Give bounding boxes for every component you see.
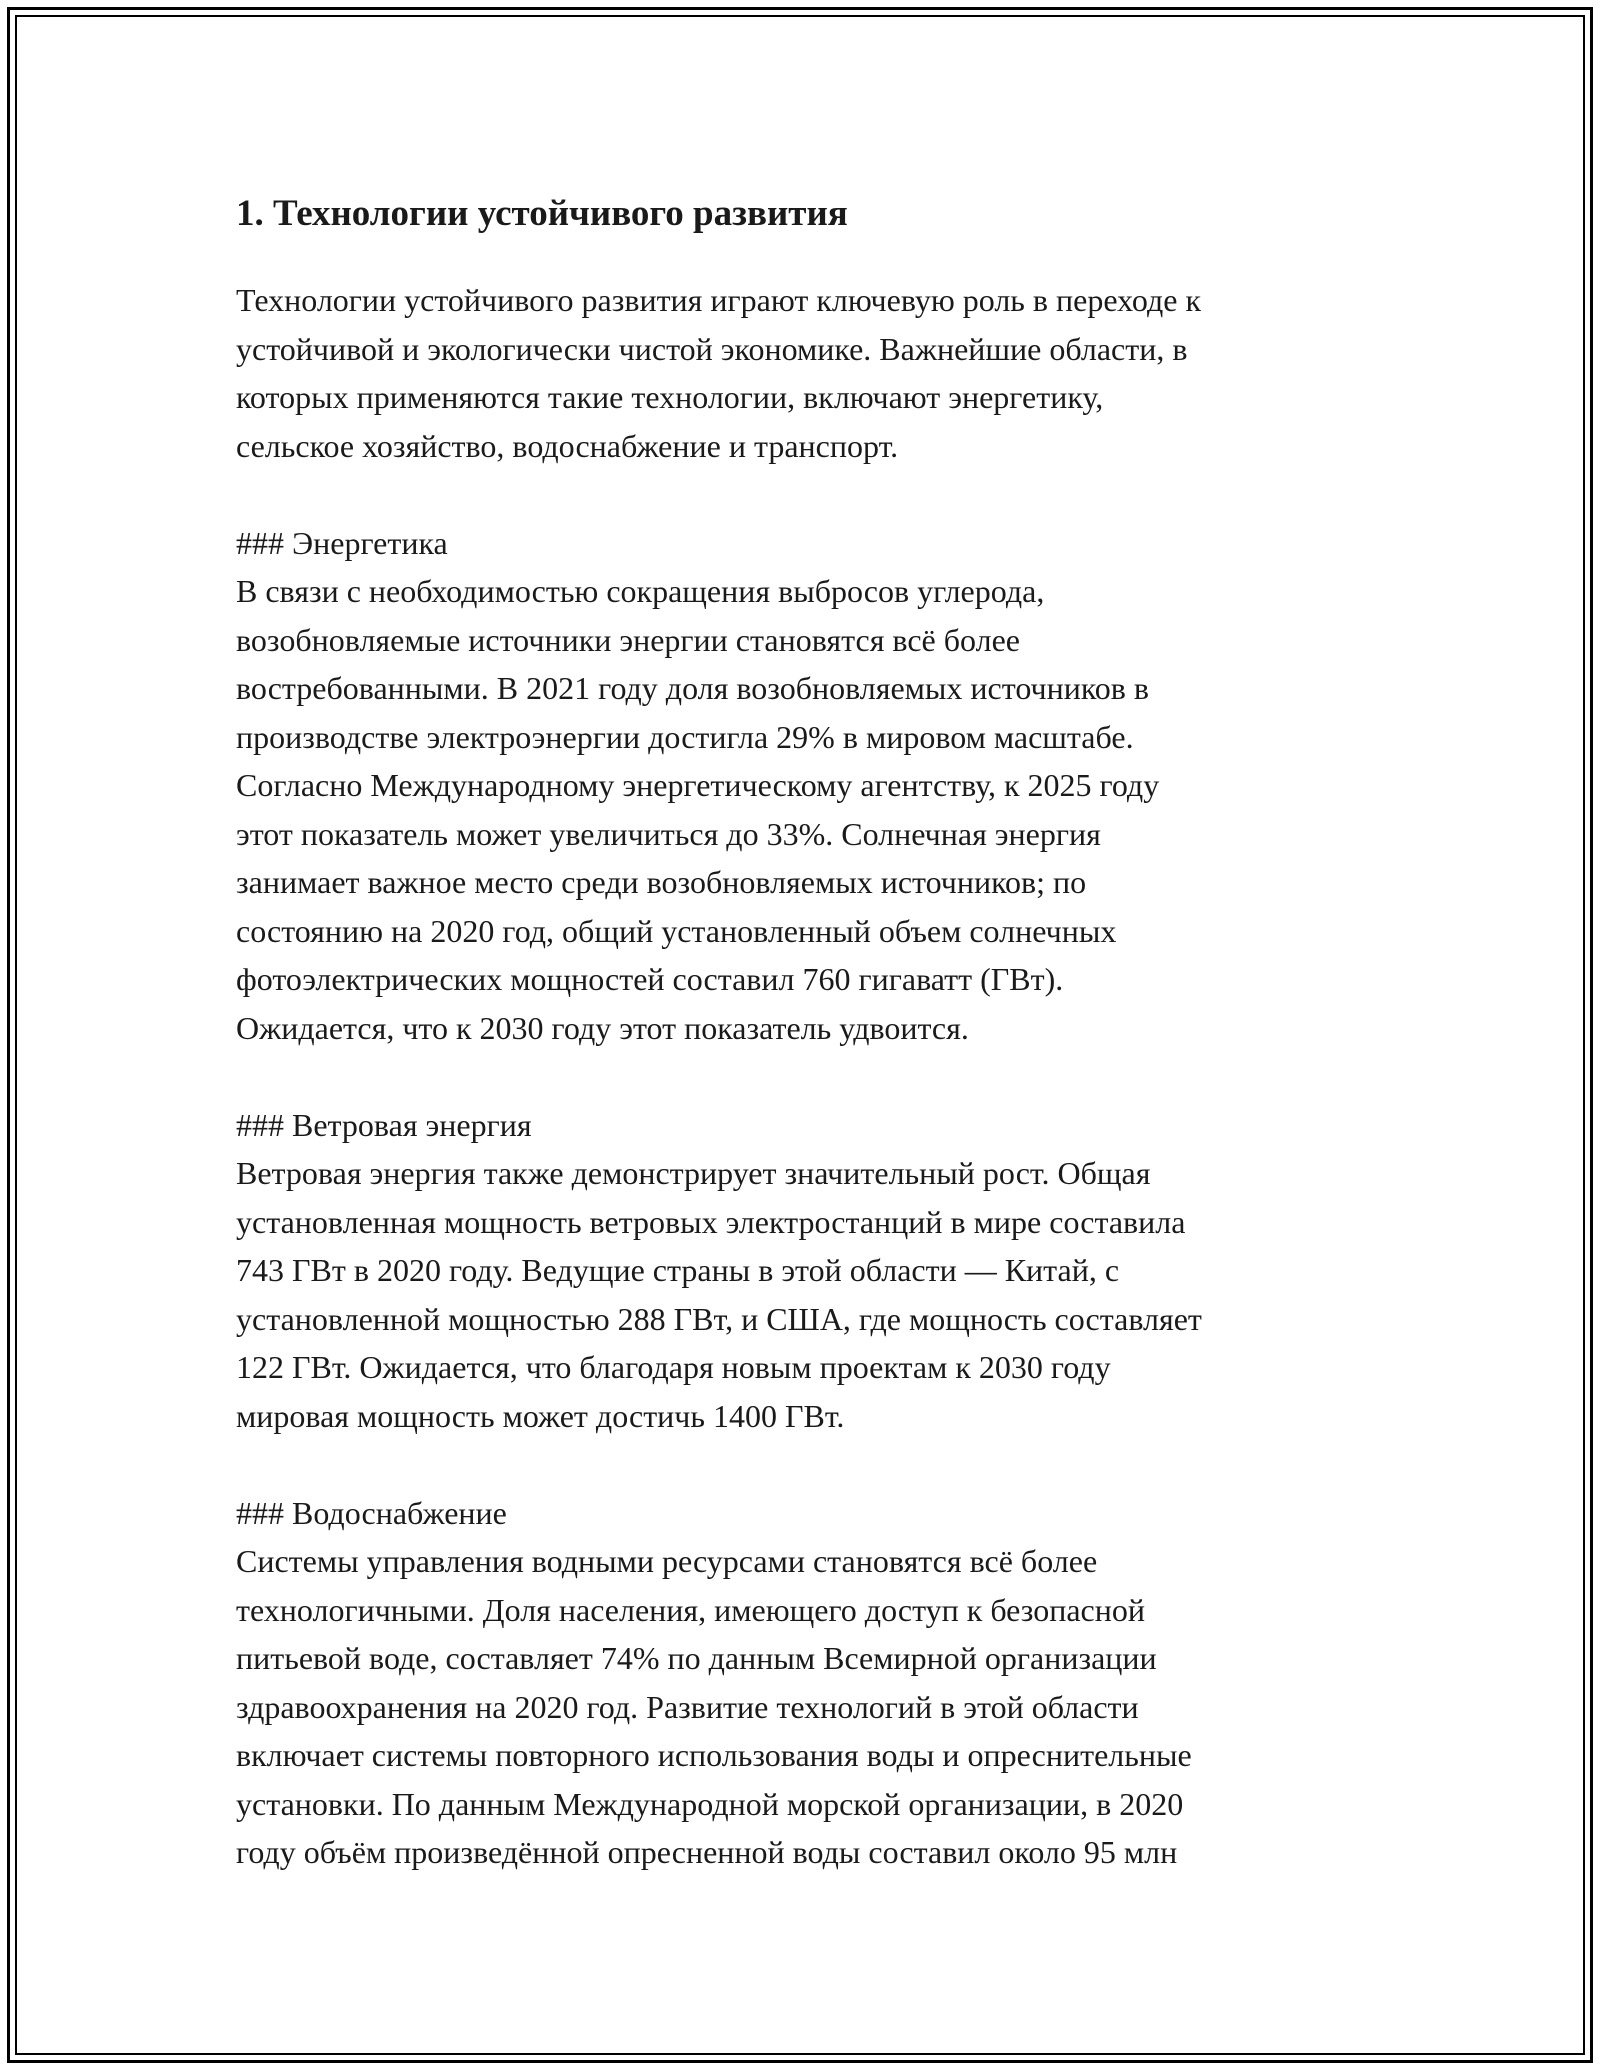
section-water-supply	[236, 1489, 1386, 1877]
section-wind-energy	[236, 1101, 1386, 1441]
document-title: 1. Технологии устойчивого развития	[236, 193, 848, 234]
section-body-energy: В связи с необходимостью сокращения выбросов углерода, возобновляемые источники энергии становятся всё более востребованными. В 2021 году доля возобновляемых источников в производстве электроэнергии достигла 29% в мировом масштабе. Согласно Международному энергетическому агентству, к 2025 году этот показатель может увеличиться до 33%. Солнечная энергия занимает важное место среди возобновляемых источников; по состоянию на 2020 год, общий установленный объем солнечных фотоэлектрических мощностей составил 760 гигаватт (ГВт). Ожидается, что к 2030 году этот показатель удвоится.	[236, 573, 1160, 1046]
intro-paragraph: Технологии устойчивого развития играют ключевую роль в переходе к устойчивой и экологически чистой экономике. Важнейшие области, в которых применяются такие технологии, включают энергетику, сельское хозяйство, водоснабжение и транспорт.	[236, 282, 1201, 464]
section-body-water-supply: Системы управления водными ресурсами становятся всё более технологичными. Доля населения, имеющего доступ к безопасной питьевой воде, составляет 74% по данным Всемирной организации здравоохранения на 2020 год. Развитие технологий в этой области включает системы повторного использования воды и опреснительные установки. По данным Международной морской организации, в 2020 году объём произведённой опресненной воды составил около 95 млн	[236, 1543, 1192, 1870]
document-page	[236, 182, 1386, 1877]
section-energy	[236, 519, 1386, 1053]
section-body-wind-energy: Ветровая энергия также демонстрирует значительный рост. Общая установленная мощность ветровых электростанций в мире составила 743 ГВт в 2020 году. Ведущие страны в этой области — Китай, с установленной мощностью 288 ГВт, и США, где мощность составляет 122 ГВт. Ожидается, что благодаря новым проектам к 2030 году мировая мощность может достичь 1400 ГВт.	[236, 1155, 1202, 1434]
section-heading-wind-energy: ### Ветровая энергия	[236, 1106, 532, 1143]
section-heading-water-supply: ### Водоснабжение	[236, 1494, 507, 1531]
section-heading-energy: ### Энергетика	[236, 524, 448, 561]
